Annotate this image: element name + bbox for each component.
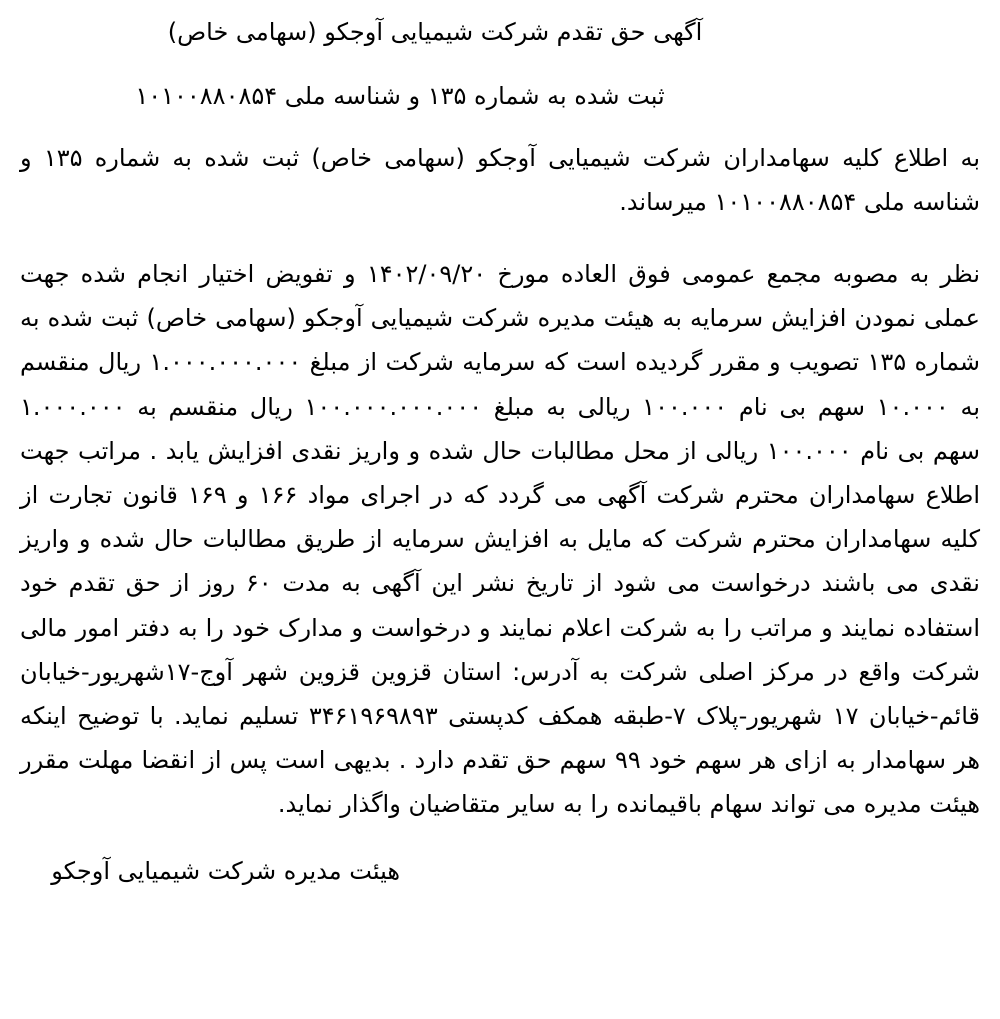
notice-title: آگهی حق تقدم شرکت شیمیایی آوجکو (سهامی خاص) (167, 18, 703, 46)
signature: هیئت مدیره شرکت شیمیایی آوجکو (51, 856, 400, 885)
registration-line: ثبت شده به شماره ۱۳۵ و شناسه ملی ۱۰۱۰۰۸۸۰۸۵۴ (135, 82, 665, 110)
body-paragraph: نظر به مصوبه مجمع عمومی فوق العاده مورخ ۱۴۰۲/۰۹/۲۰ و تفویض اختیار انجام شده جهت عملی نمودن افزایش سرمایه به هیئت مدیره شرکت شیمیایی آوجکو (سهامی خاص) ثبت شده به شماره ۱۳۵ تصویب و مقرر گردیده است که سرمایه شرکت از مبلغ ۱.۰۰۰.۰۰۰.۰۰۰ ریال منقسم به ۱۰.۰۰۰ سهم بی نام ۱۰۰.۰۰۰ ریالی به مبلغ ۱۰۰.۰۰۰.۰۰۰.۰۰۰ ریال منقسم به ۱.۰۰۰.۰۰۰ سهم بی نام ۱۰۰.۰۰۰ ریالی از محل مطالبات حال شده و واریز نقدی افزایش یابد . مراتب جهت اطلاع سهامداران محترم شرکت آگهی می گردد که در اجرای مواد ۱۶۶ و ۱۶۹ قانون تجارت از کلیه سهامداران محترم شرکت که مایل به افزایش سرمایه از طریق مطالبات حال شده و واریز نقدی می باشند درخواست می شود از تاریخ نشر این آگهی به مدت ۶۰ روز از حق تقدم خود استفاده نمایند و مراتب را به شرکت اعلام نمایند و درخواست و مدارک خود را به دفتر امور مالی شرکت واقع در مرکز اصلی شرکت به آدرس: استان قزوین قزوین شهر آوج-۱۷شهریور-خیابان قائم-خیابان ۱۷ شهریور-پلاک ۷-طبقه همکف کدپستی ۳۴۶۱۹۶۹۸۹۳ تسلیم نماید. با توضیح اینکه هر سهامدار به ازای هر سهم خود ۹۹ سهم حق تقدم دارد . بدیهی است پس از انقضا مهلت مقرر هیئت مدیره می تواند سهام باقیمانده را به سایر متقاضیان واگذار نماید. (20, 260, 981, 819)
intro-paragraph: به اطلاع کلیه سهامداران شرکت شیمیایی آوجکو (سهامی خاص) ثبت شده به شماره ۱۳۵ و شناسه ملی ۱۰۱۰۰۸۸۰۸۵۴ میرساند. (20, 144, 981, 216)
